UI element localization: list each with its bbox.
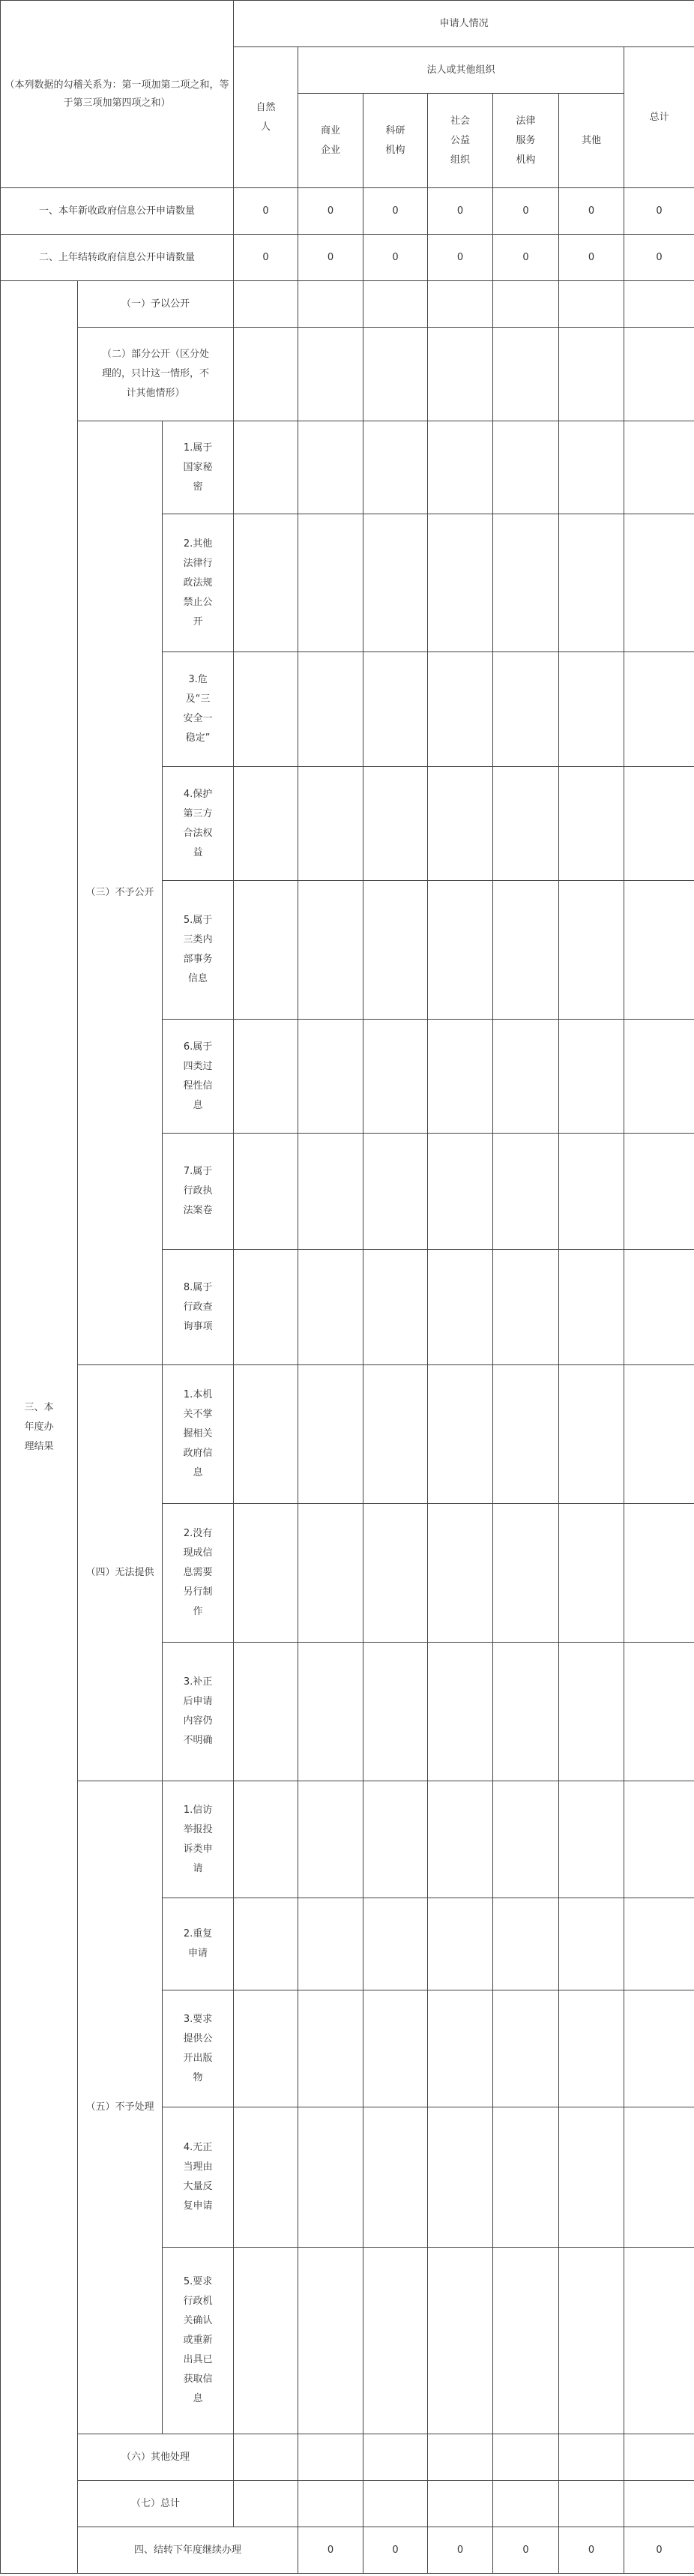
table-row — [1, 421, 694, 514]
legal-service-header: 法律服务机构 — [493, 94, 559, 188]
cell-value: 0 — [559, 2527, 624, 2574]
total-header: 总计 — [624, 47, 694, 188]
row-label: 四、结转下年度继续办理 — [78, 2527, 298, 2574]
item-label: 7.属于行政执法案卷 — [163, 1134, 234, 1250]
cell-value: 0 — [298, 188, 363, 235]
table-row — [1, 235, 694, 281]
table-row — [1, 2481, 694, 2527]
research-header: 科研机构 — [363, 94, 428, 188]
cell-value: 0 — [234, 235, 298, 281]
row-label: （七）总计 — [78, 2481, 234, 2527]
item-label: 8.属于行政查询事项 — [163, 1250, 234, 1365]
item-label: 5.属于三类内部事务信息 — [163, 881, 234, 1020]
item-label: 2.没有现成信息需要另行制作 — [163, 1504, 234, 1643]
item-label: 1.本机关不掌握相关政府信息 — [163, 1365, 234, 1504]
group-label: （五）不予处理 — [78, 1781, 163, 2434]
social-welfare-header: 社会公益组织 — [428, 94, 493, 188]
cell-value: 0 — [493, 188, 559, 235]
item-label: 5.要求行政机关确认或重新出具已获取信息 — [163, 2248, 234, 2434]
applicant-situation-header: 申请人情况 — [234, 1, 694, 47]
cell-value: 0 — [493, 2527, 559, 2574]
group-label: （四）无法提供 — [78, 1365, 163, 1781]
cell-value: 0 — [428, 2527, 493, 2574]
group-label: （三）不予公开 — [78, 421, 163, 1365]
cell-value: 0 — [624, 188, 694, 235]
natural-person-header: 自然人 — [234, 47, 298, 188]
cell-value: 0 — [428, 188, 493, 235]
row-label: （二）部分公开（区分处理的，只计这一情形，不计其他情形） — [78, 328, 234, 421]
item-label: 6.属于四类过程性信息 — [163, 1020, 234, 1134]
item-label: 1.属于国家秘密 — [163, 421, 234, 514]
table-row — [1, 2434, 694, 2481]
item-label: 2.其他法律行政法规禁止公开 — [163, 514, 234, 652]
table-row — [1, 1781, 694, 1898]
cell-value: 0 — [298, 2527, 363, 2574]
item-label: 3.要求提供公开出版物 — [163, 1990, 234, 2107]
cell-value: 0 — [559, 235, 624, 281]
item-label: 3.补正后申请内容仍不明确 — [163, 1643, 234, 1781]
cell-value: 0 — [428, 235, 493, 281]
row-label: （六）其他处理 — [78, 2434, 234, 2481]
table-row — [1, 328, 694, 421]
cell-value: 0 — [493, 235, 559, 281]
cell-value: 0 — [363, 2527, 428, 2574]
table-row — [1, 281, 694, 328]
row-label: 二、上年结转政府信息公开申请数量 — [1, 235, 234, 281]
table-row — [1, 1365, 694, 1504]
commercial-header: 商业企业 — [298, 94, 363, 188]
row-label: （一）予以公开 — [78, 281, 234, 328]
cell-value: 0 — [363, 235, 428, 281]
cell-value: 0 — [624, 235, 694, 281]
cell-value: 0 — [559, 188, 624, 235]
table-row — [1, 2527, 694, 2574]
item-label: 3.危及“三安全一稳定” — [163, 652, 234, 767]
other-header: 其他 — [559, 94, 624, 188]
legal-orgs-header: 法人或其他组织 — [298, 47, 624, 94]
cell-value: 0 — [363, 188, 428, 235]
cell-value: 0 — [234, 188, 298, 235]
cell-value: 0 — [298, 235, 363, 281]
relation-note: （本列数据的勾稽关系为：第一项加第二项之和，等于第三项加第四项之和） — [1, 1, 234, 188]
section-three-label: 三、本年度办理结果 — [1, 281, 78, 2574]
item-label: 1.信访举报投诉类申请 — [163, 1781, 234, 1898]
item-label: 4.无正当理由大量反复申请 — [163, 2107, 234, 2248]
item-label: 2.重复申请 — [163, 1898, 234, 1990]
table-row — [1, 188, 694, 235]
row-label: 一、本年新收政府信息公开申请数量 — [1, 188, 234, 235]
item-label: 4.保护第三方合法权益 — [163, 767, 234, 881]
cell-value: 0 — [624, 2527, 694, 2574]
